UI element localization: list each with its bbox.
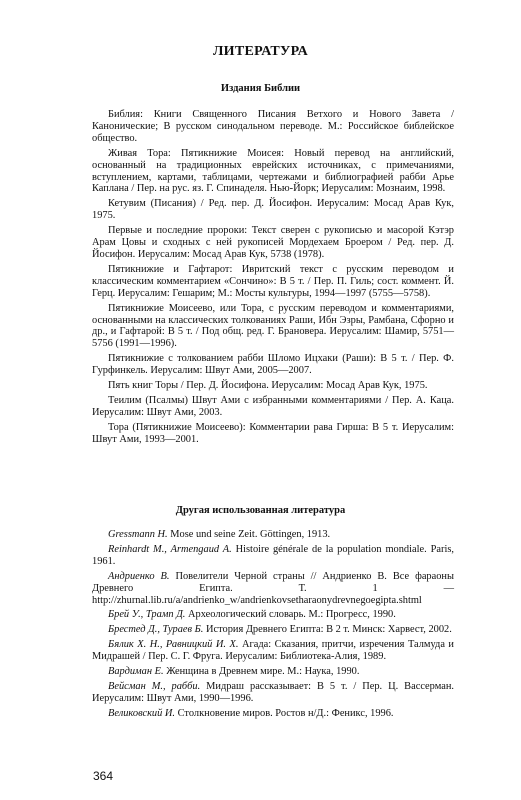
entry-text: Библия: Книги Священного Писания Ветхого и Нового Завета / Канонические; В русском синодальном переводе. М.: Российское библейское общество. [92,109,454,144]
entry-text: Пятикнижие с толкованием рабби Шломо Ицхаки (Раши): В 5 т. / Пер. Ф. Гурфинкель. Иерусалим: Швут Ами, 2005—2007. [92,353,454,377]
bible-editions-list [92,109,454,449]
bibliography-entry [92,624,454,636]
entry-text: Mose und seine Zeit. Göttingen, 1913. [170,529,331,540]
entry-author: Gressmann H. [108,529,168,540]
entry-author: Андриенко В. [108,570,170,582]
bibliography-entry [92,529,454,541]
bibliography-entry [92,109,454,145]
section-heading-bible-editions: Издания Библии [220,83,301,94]
entry-author: Брестед Д., Тураев Б. [108,624,204,636]
bibliography-entry [92,609,454,621]
entry-text: Археологический словарь. М.: Прогресс, 1990. [188,609,396,621]
bibliography-entry [92,303,454,351]
entry-text: Histoire générale de la population mondiale. Paris, 1961. [92,543,454,567]
entry-text: Агада: Сказания, притчи, изречения Талмуда и Мидрашей / Пер. С. Г. Фруга. Иерусалим: Библиотека-Алия, 1989. [92,639,454,663]
entry-text: Теилим (Псалмы) Швут Ами с избранными комментариями / Пер. А. Каца. Иерусалим: Швут Ами, 2003. [92,394,454,418]
page-number: 364 [93,769,114,783]
bibliography-entry [92,544,454,568]
entry-author: Вардиман Е. [108,666,164,678]
bibliography-entry [92,198,454,222]
bibliography-entry [92,380,454,392]
entry-text: Кетувим (Писания) / Ред. пер. Д. Йосифон. Иерусалим: Мосад Арав Кук, 1975. [92,198,454,222]
entry-text: Столкновение миров. Ростов н/Д.: Феникс, 1996. [177,707,394,719]
bibliography-entry [92,225,454,261]
entry-author: Великовский И. [108,707,176,719]
bibliography-entry [92,264,454,300]
entry-text: Повелители Черной страны // Андриенко В. Все фараоны Древнего Египта. Т. 1 — http://zhurnal.lib.ru/a/andrienko_w/andrienkovsetharaonydrevnegoegipta.shtml [92,570,454,606]
section-heading-other-literature: Другая использованная литература [175,505,346,516]
entry-author: Бялик Х. Н., Равницкий И. Х. [108,639,239,651]
bibliography-entry [92,639,454,663]
bibliography-entry [92,708,454,720]
entry-text: Пятикнижие Моисеево, или Тора, с русским переводом и комментариями, основанными на классических толкованиях Раши, Ибн Эзры, Рамбана, Сфорно и др., и Гафтарой: В 5 т. / Под общ. ред. Г. Брановера. Иерусалим: Шамир, 5751—5756 (1991—1996). [92,302,454,350]
entry-author: Reinhardt M., Armengaud A. [108,543,232,555]
entry-text: Тора (Пятикнижие Моисеево): Комментарии рава Гирша: В 5 т. Иерусалим: Швут Ами, 1993—2001. [92,421,454,445]
entry-text: Женщина в Древнем мире. М.: Наука, 1990. [166,666,360,678]
entry-text: Живая Тора: Пятикнижие Моисея: Новый перевод на английский, основанный на традиционных еврейских источниках, с примечаниями, вступлением, картами, таблицами, чертежами и библиографией рабби Арье Каплана / Пер. на рус. яз. Г. Спинаделя. Нью-Йорк; Иерусалим: Мознаим, 1998. [92,147,454,195]
bibliography-entry [92,571,454,607]
entry-text: Первые и последние пророки: Текст сверен с рукописью и масорой Кэтэр Арам Цовы и сходных с ней рукописей Мордехаем Броером / Ред. пер. Д. Йосифон. Иерусалим: Мосад Арав Кук, 5738 (1978). [92,225,454,260]
bibliography-entry [92,395,454,419]
bibliography-entry [92,666,454,678]
entry-author: Вейсман М., рабби. [108,680,201,692]
entry-text: Пятикнижие и Гафтарот: Ивритский текст с русским переводом и классическим комментарием «Сончино»: В 5 т. / Пер. П. Гиль; сост. коммент. Й. Герц. Иерусалим: Гешарим; М.: Мосты культуры, 1994—1997 (5755—5758). [92,263,454,299]
entry-text: Пять книг Торы / Пер. Д. Йосифона. Иерусалим: Мосад Арав Кук, 1975. [108,380,428,392]
entry-text: Мидраш рассказывает: В 5 т. / Пер. Ц. Вассерман. Иерусалим: Швут Ами, 1990—1996. [92,680,454,704]
other-literature-list [92,529,454,723]
bibliography-entry [92,353,454,377]
bibliography-entry [92,148,454,196]
bibliography-entry [92,681,454,705]
entry-text: История Древнего Египта: В 2 т. Минск: Харвест, 2002. [205,624,452,636]
bibliography-entry [92,422,454,446]
entry-author: Брей У., Трамп Д. [108,609,186,621]
page-title: ЛИТЕРАТУРА [212,44,309,59]
